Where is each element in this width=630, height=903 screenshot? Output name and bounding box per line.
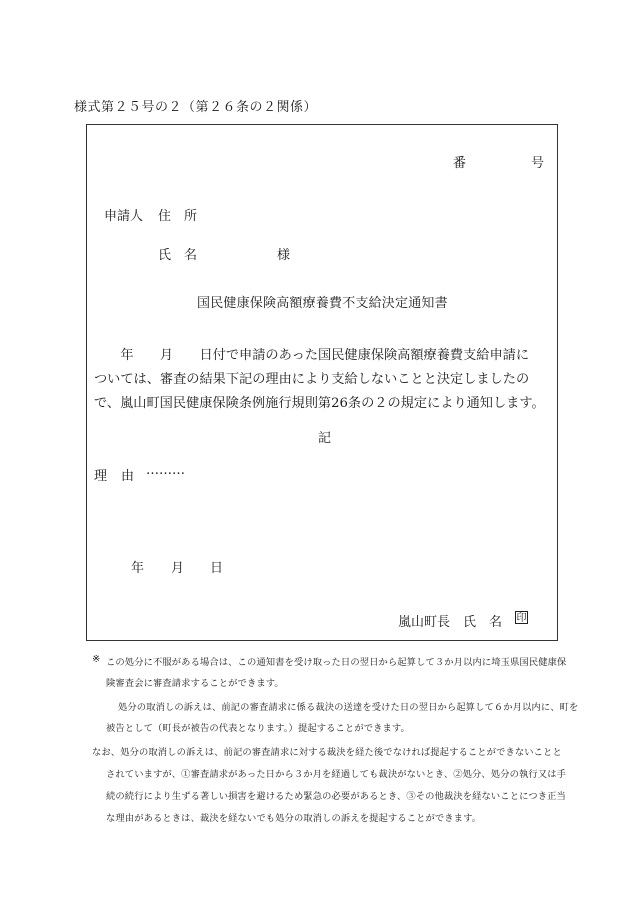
address-label: 住 所	[158, 209, 198, 224]
form-number: 様式第２５号の２（第２６条の２関係）	[74, 100, 318, 115]
footnote-line: な理由があるときは、裁決を経ないでも処分の取消しの訴えを提起することができます。	[106, 813, 482, 824]
footnote-line: なお、処分の取消しの訴えは、前記の審査請求に対する裁決を経た後でなければ提起することができないことと	[92, 747, 562, 758]
footnote-line: 険審査会に審査請求することができます。	[106, 678, 284, 689]
reason-value: ………	[146, 463, 185, 478]
ki-heading: 記	[318, 431, 332, 446]
honorific: 様	[277, 248, 291, 263]
date-day: 日	[210, 561, 224, 576]
date-year: 年	[131, 561, 145, 576]
reason-label: 理 由	[94, 469, 135, 484]
footnote-line: 処分の取消しの訴えは、前記の審査請求に係る裁決の送達を受けた日の翌日から起算して６か月以内に、町を	[118, 702, 579, 713]
footnote-line: 続の続行により生ずる著しい損害を避けるため緊急の必要があるとき、③その他裁決を経ないことにつき正当	[106, 791, 566, 802]
footnote-mark: ※	[92, 654, 101, 665]
body-line: ついては、審査の結果下記の理由により支給しないことと決定しましたの	[94, 372, 530, 387]
date-month: 月	[171, 561, 185, 576]
footnote-line: この処分に不服がある場合は、この通知書を受け取った日の翌日から起算して３か月以内に埼玉県国民健康保	[106, 657, 567, 668]
footnote-line: されていますが、①審査請求があった日から３か月を経過しても裁決がないとき、②処分、処分の執行又は手	[106, 769, 566, 780]
name-label: 氏 名	[158, 248, 198, 263]
footnote-line: 被告として（町長が被告の代表となります。）提起することができます。	[106, 723, 410, 734]
notice-body	[94, 344, 554, 416]
body-line: で、嵐山町国民健康保険条例施行規則第26条の２の規定により通知します。	[94, 396, 545, 411]
number-label-go: 号	[531, 156, 545, 171]
body-line: 年 月 日付で申請のあった国民健康保険高額療養費支給申請に	[94, 348, 530, 363]
applicant-label: 申請人	[104, 209, 144, 224]
seal-stamp: 印	[516, 613, 527, 624]
notice-title: 国民健康保険高額療養費不支給決定通知書	[197, 296, 448, 311]
number-label-ban: 番	[453, 156, 467, 171]
issuer-label: 嵐山町長 氏 名	[398, 615, 503, 630]
